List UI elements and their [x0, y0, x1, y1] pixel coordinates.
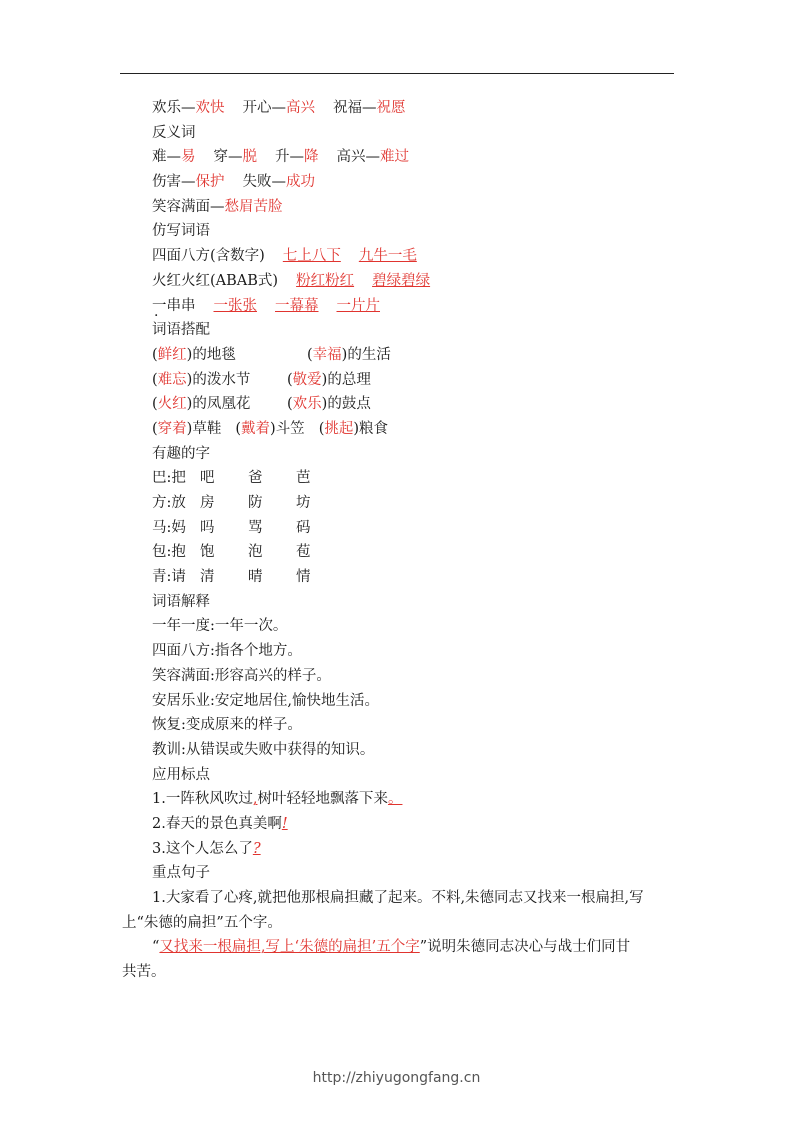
imitate-heading: 仿写词语: [152, 223, 210, 240]
explanation-item: 一年一度:一年一次。: [152, 618, 288, 635]
match-answer: 鲜红: [157, 346, 187, 363]
explanation-item: 四面八方:指各个地方。: [152, 643, 302, 660]
fun-root: 马: [152, 519, 167, 536]
synonym-answer: 欢快: [195, 100, 225, 116]
match-row: (鲜红)的地毯 (幸福)的生活: [152, 346, 391, 363]
imitate-answer: 碧绿碧绿: [372, 272, 431, 289]
header-rule: [120, 73, 674, 74]
fun-root: 方: [152, 495, 167, 511]
fun-char: 饱: [200, 544, 215, 561]
fun-char-row: 方:放 房 防 坊: [152, 491, 677, 516]
explanation-item: 教训:从错误或失败中获得的知识。: [152, 741, 375, 758]
punct-answer: 。: [387, 791, 403, 808]
fun-char: 吧: [200, 470, 215, 487]
imitate-answer: 九牛一毛: [358, 248, 417, 265]
antonym-word: 难: [152, 149, 167, 166]
fun-char: 把: [171, 470, 186, 487]
match-answer: 戴着: [241, 420, 271, 437]
match-row: (穿着)草鞋 (戴着)斗笠 (挑起)粮食: [152, 420, 389, 437]
explanation-item: 恢复:变成原来的样子。: [152, 717, 302, 734]
footer-url: http://zhiyugongfang.cn: [312, 1070, 481, 1086]
match-text: 草鞋: [192, 420, 222, 437]
punct-text: 2.春天的景色真美啊: [152, 815, 282, 832]
fun-char: 清: [200, 569, 215, 586]
match-answer: 挑起: [324, 420, 354, 437]
match-answer: 难忘: [157, 371, 187, 388]
fun-char: 爸: [248, 470, 263, 487]
quote-open: “: [152, 939, 160, 956]
antonym-word: 穿: [213, 149, 228, 166]
fun-char-row: 包:抱 饱 泡 苞: [152, 540, 677, 565]
antonym-answer: 愁眉苦脸: [224, 198, 283, 215]
match-text: 的鼓点: [327, 396, 371, 413]
synonym-answer: 祝愿: [376, 100, 406, 116]
synonym-word: 开心: [242, 100, 272, 116]
worksheet-content: [122, 96, 677, 985]
fun-char: 码: [296, 519, 311, 536]
match-row: (难忘)的泼水节 (敬爱)的总理: [152, 371, 371, 388]
match-answer: 穿着: [157, 420, 187, 437]
fun-char: 防: [248, 495, 263, 511]
key-heading: 重点句子: [152, 865, 210, 882]
fun-char: 放: [171, 495, 186, 511]
fun-char: 情: [296, 569, 311, 586]
punct-answer: ,: [252, 791, 258, 808]
key-answer: 又找来一根扁担,写上‘朱德的扁担’五个字: [159, 939, 420, 956]
fun-root: 巴: [152, 470, 167, 487]
antonym-answer: 保护: [195, 174, 225, 191]
fun-char: 吗: [200, 519, 215, 536]
antonym-answer: 成功: [286, 174, 315, 191]
antonym-heading: 反义词: [152, 124, 196, 141]
fun-root: 包: [152, 544, 167, 561]
punct-text: 1.一阵秋风吹过: [152, 791, 253, 808]
fun-char: 坊: [296, 495, 311, 511]
imitate-row: [152, 269, 677, 294]
match-answer: 幸福: [312, 346, 342, 363]
antonym-row: 伤害—保护 失败—成功: [152, 174, 315, 191]
imitate-answer: 一幕幕: [275, 297, 319, 314]
match-answer: 敬爱: [292, 371, 322, 388]
imitate-answer: 粉红粉红: [296, 272, 355, 289]
explanation-item: 安居乐业:安定地居住,愉快地生活。: [152, 692, 379, 709]
imitate-answer: 一片片: [336, 297, 380, 314]
antonym-word: 高兴: [336, 149, 366, 166]
punct-item: [152, 787, 677, 812]
fun-char: 房: [200, 495, 215, 511]
imitate-label: 一串串: [152, 297, 196, 314]
antonym-row: 难—易 穿—脱 升—降 高兴—难过: [152, 149, 409, 166]
punct-answer: !: [281, 815, 288, 832]
antonym-row: 笑容满面—愁眉苦脸: [152, 198, 283, 215]
match-text: 斗笠: [275, 420, 305, 437]
key-text: ”说明朱德同志决心与战士们同甘共苦。: [122, 939, 631, 981]
antonym-word: 笑容满面: [152, 198, 210, 215]
punct-heading: 应用标点: [152, 766, 210, 783]
imitate-row: [152, 244, 677, 269]
key-explanation: [122, 935, 642, 984]
fun-char: 请: [171, 569, 186, 586]
antonym-word: 伤害: [152, 174, 181, 191]
antonym-word: 失败: [242, 174, 272, 191]
punct-answer: ?: [252, 840, 261, 857]
synonym-word: 欢乐: [152, 100, 181, 116]
match-row: (火红)的凤凰花 (欢乐)的鼓点: [152, 396, 371, 413]
imitate-row: [152, 294, 677, 319]
fun-char-row: 巴:把 吧 爸 芭: [152, 466, 677, 491]
punct-item: [152, 837, 677, 862]
fun-char: 妈: [171, 519, 186, 536]
match-text: 的总理: [327, 371, 371, 388]
fun-root: 青: [152, 569, 167, 586]
match-text: 的泼水节: [192, 371, 251, 388]
fun-char: 苞: [296, 544, 311, 561]
antonym-answer: 难过: [380, 149, 409, 166]
key-sentence: 1.大家看了心疼,就把他那根扁担藏了起来。不料,朱德同志又找来一根扁担,写上“朱德的扁担”五个字。: [122, 890, 644, 931]
match-answer: 欢乐: [292, 396, 322, 413]
fun-heading: 有趣的字: [152, 445, 210, 462]
explain-heading: 词语解释: [152, 593, 210, 610]
imitate-answer: 七上八下: [282, 248, 341, 265]
fun-char: 芭: [296, 470, 311, 487]
imitate-label: 火红火红(ABAB式): [152, 272, 279, 289]
antonym-word: 升: [275, 149, 290, 166]
explanation-item: 笑容满面:形容高兴的样子。: [152, 667, 331, 684]
match-heading: 词语搭配: [152, 322, 210, 339]
synonym-answer: 高兴: [286, 100, 315, 116]
match-text: 的地毯: [192, 346, 236, 363]
punct-text: 树叶轻轻地飘落下来: [257, 791, 388, 808]
fun-char-row: 青:请 清 晴 情: [152, 565, 677, 590]
fun-char: 抱: [171, 544, 186, 561]
fun-char: 泡: [248, 544, 263, 561]
imitate-label: 四面八方(含数字): [152, 248, 265, 265]
punct-text: 3.这个人怎么了: [152, 840, 253, 857]
antonym-answer: 易: [181, 149, 196, 166]
match-text: 粮食: [359, 420, 389, 437]
synonym-word: 祝福: [333, 100, 362, 116]
match-answer: 火红: [157, 396, 187, 413]
match-text: 的凤凰花: [192, 396, 251, 413]
fun-char: 晴: [248, 569, 263, 586]
antonym-answer: 脱: [242, 149, 257, 166]
imitate-answer: 一张张: [213, 297, 257, 314]
fun-char-row: 马:妈 吗 骂 码: [152, 516, 677, 541]
fun-char: 骂: [248, 519, 263, 536]
antonym-answer: 降: [304, 149, 319, 166]
punct-item: [152, 812, 677, 837]
match-text: 的生活: [347, 346, 391, 363]
synonym-row: 欢乐—欢快 开心—高兴 祝福—祝愿: [152, 100, 406, 116]
